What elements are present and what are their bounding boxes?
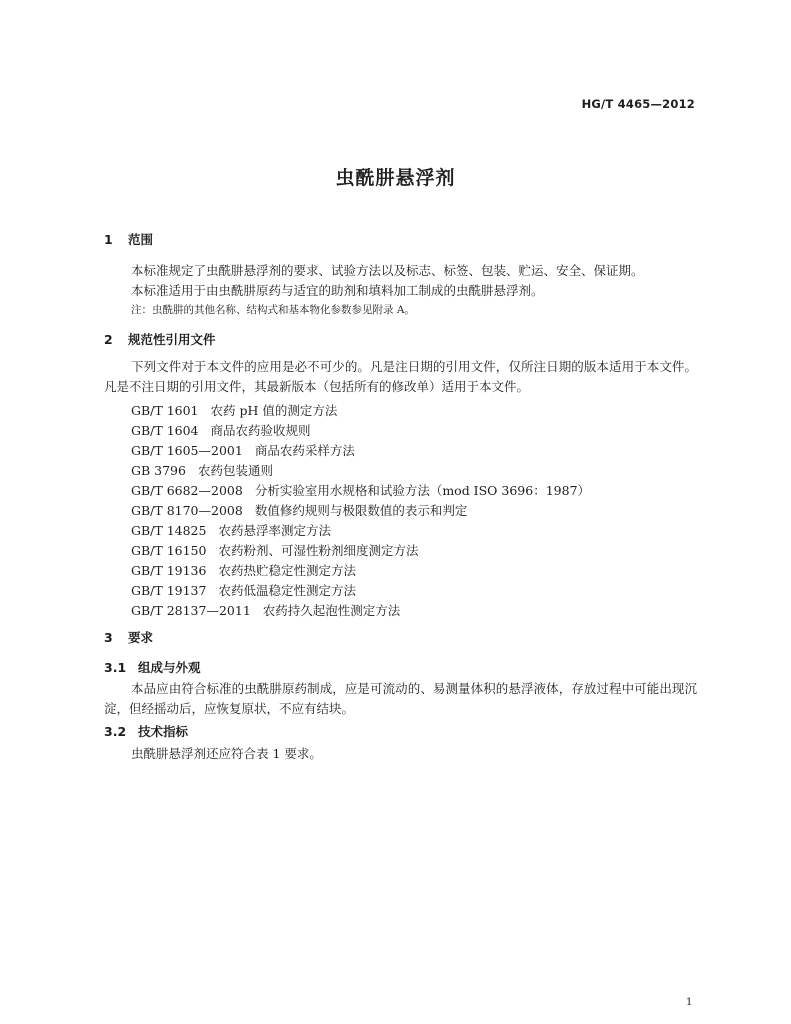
reference-item [131,581,356,599]
technical-text: 虫酰肼悬浮剂还应符合表 1 要求。 [131,746,322,761]
reference-title: 农药粉剂、可湿性粉剂细度测定方法 [218,543,419,558]
reference-code: GB/T 14825 [131,523,207,538]
reference-item [131,541,418,559]
reference-code: GB 3796 [131,463,186,478]
reference-title: 数值修约规则与极限数值的表示和判定 [254,503,468,518]
reference-title: 农药包装通则 [197,463,273,478]
subsection-number: 3.1 [104,660,127,675]
reference-item [131,601,400,619]
reference-title: 商品农药采样方法 [254,443,355,458]
reference-code: GB/T 1601 [131,403,199,418]
section-normative-heading [104,330,216,348]
scope-line-2: 本标准适用于由虫酰肼原药与适宜的助剂和填料加工制成的虫酰肼悬浮剂。 [131,283,544,298]
section-scope-heading [104,230,153,248]
reference-code: GB/T 19137 [131,583,207,598]
reference-title: 商品农药验收规则 [210,423,311,438]
standard-code: HG/T 4465—2012 [581,97,695,111]
section-title: 范围 [128,232,154,247]
reference-item [131,481,590,499]
subsection-title: 组成与外观 [138,660,201,675]
reference-code: GB/T 6682—2008 [131,483,243,498]
subsection-number: 3.2 [104,724,127,739]
reference-code: GB/T 28137—2011 [131,603,251,618]
composition-text: 本品应由符合标准的虫酰肼原药制成，应是可流动的、易测量体积的悬浮液体，存放过程中可能出现沉淀，但经摇动后，应恢复原状，不应有结块。 [104,681,697,716]
reference-title: 农药悬浮率测定方法 [218,523,331,538]
reference-title: 农药低温稳定性测定方法 [218,583,356,598]
scope-note: 注：虫酰肼的其他名称、结构式和基本物化参数参见附录 A。 [131,304,415,316]
reference-item [131,441,355,459]
normative-intro: 下列文件对于本文件的应用是必不可少的。凡是注日期的引用文件，仅所注日期的版本适用于本文件。凡是不注日期的引用文件，其最新版本（包括所有的修改单）适用于本文件。 [104,359,697,394]
reference-title: 农药热贮稳定性测定方法 [218,563,356,578]
reference-item [131,401,337,419]
page-number: 1 [686,997,693,1008]
reference-code: GB/T 16150 [131,543,207,558]
section-requirements-heading [104,628,153,646]
reference-item [131,501,467,519]
reference-title: 分析实验室用水规格和试验方法（mod ISO 3696：1987） [254,483,591,498]
reference-item [131,521,331,539]
section-title: 规范性引用文件 [128,332,216,347]
section-number: 1 [104,232,113,247]
scope-line-1: 本标准规定了虫酰肼悬浮剂的要求、试验方法以及标志、标签、包装、贮运、安全、保证期。 [131,263,644,278]
reference-code: GB/T 1604 [131,423,199,438]
section-number: 2 [104,332,113,347]
reference-code: GB/T 8170—2008 [131,503,243,518]
reference-code: GB/T 1605—2001 [131,443,243,458]
subsection-title: 技术指标 [138,724,189,739]
section-number: 3 [104,630,113,645]
section-title: 要求 [128,630,154,645]
subsection-composition-heading [104,658,201,676]
reference-item [131,421,311,439]
subsection-technical-heading [104,722,188,740]
document-title: 虫酰肼悬浮剂 [335,167,456,189]
reference-title: 农药持久起泡性测定方法 [262,603,401,618]
reference-item [131,461,273,479]
reference-title: 农药 pH 值的测定方法 [210,403,338,418]
reference-item [131,561,356,579]
reference-code: GB/T 19136 [131,563,207,578]
